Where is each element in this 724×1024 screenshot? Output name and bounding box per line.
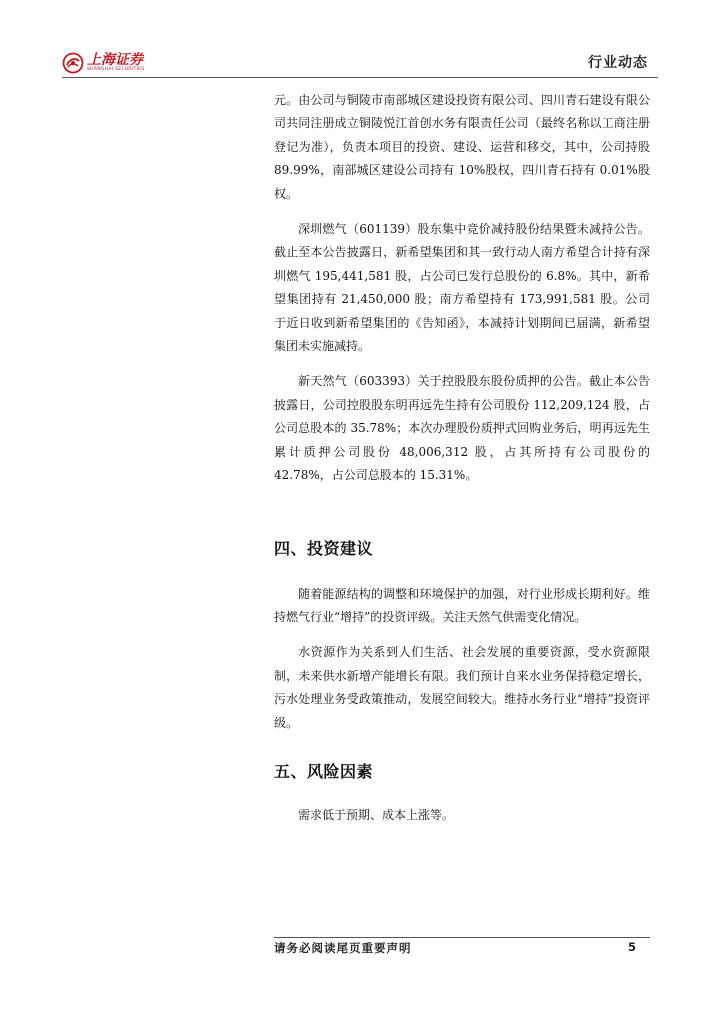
page-number: 5 (627, 940, 636, 954)
main-content (274, 89, 650, 839)
paragraph-new-natural-gas: 新天然气（603393）关于控股股东股份质押的公告。截止本公告披露日，公司控股股东明再远先生持有公司股份 112,209,124 股，占公司总股本的 35.78%；本次办理股份质押式回购业务后，明再远先生累计质押公司股份 48,006,312 股，占其所持有公司股份的 42.78%，占公司总股本的 15.31%。 (274, 374, 650, 483)
logo-icon (62, 52, 84, 74)
paragraph-water-advice: 水资源作为关系到人们生活、社会发展的重要资源，受水资源限制，未来供水新增产能增长有限。我们预计自来水业务保持稳定增长，污水处理业务受政策推动，发展空间较大。维持水务行业“增持”投资评级。 (274, 645, 650, 730)
paragraph-risks: 需求低于预期、成本上涨等。 (298, 807, 455, 822)
page-header (62, 48, 658, 80)
header-divider (62, 77, 658, 78)
section-heading-risk-factors: 五、风险因素 (274, 761, 374, 781)
disclaimer-note: 请务必阅读尾页重要声明 (274, 941, 412, 955)
logo-chinese-name: 上海证券 (87, 52, 143, 69)
logo-wordmark (87, 53, 144, 73)
paragraph-continued: 元。由公司与铜陵市南部城区建设投资有限公司、四川青石建设有限公司共同注册成立铜陵悦江首创水务有限责任公司（最终名称以工商注册登记为准），负责本项目的投资、建设、运营和移交，其中，公司持股 89.99%，南部城区建设公司持有 10%股权，四川青石持有 0.01%股权。 (274, 93, 650, 201)
company-logo (62, 50, 144, 76)
logo-english-name: SHANGHAI SECURITIES (87, 67, 145, 73)
section-heading-investment-advice: 四、投资建议 (274, 538, 374, 558)
page-footer (274, 937, 650, 956)
footer-divider (274, 937, 650, 938)
paragraph-shenzhen-gas: 深圳燃气（601139）股东集中竞价减持股份结果暨未减持公告。截止至本公告披露日，新希望集团和其一致行动人南方希望合计持有深圳燃气 195,441,581 股，占公司已发行总股份的 6.8%。其中，新希望集团持有 21,450,000 股；南方希望持有 173,991,581 股。公司于近日收到新希望集团的《告知函》，本减持计划期间已届满，新希望集团未实施减持。 (274, 222, 650, 354)
report-type-title: 行业动态 (588, 55, 648, 71)
paragraph-gas-advice: 随着能源结构的调整和环境保护的加强，对行业形成长期利好。维持燃气行业“增持”的投资评级。关注天然气供需变化情况。 (274, 586, 650, 624)
